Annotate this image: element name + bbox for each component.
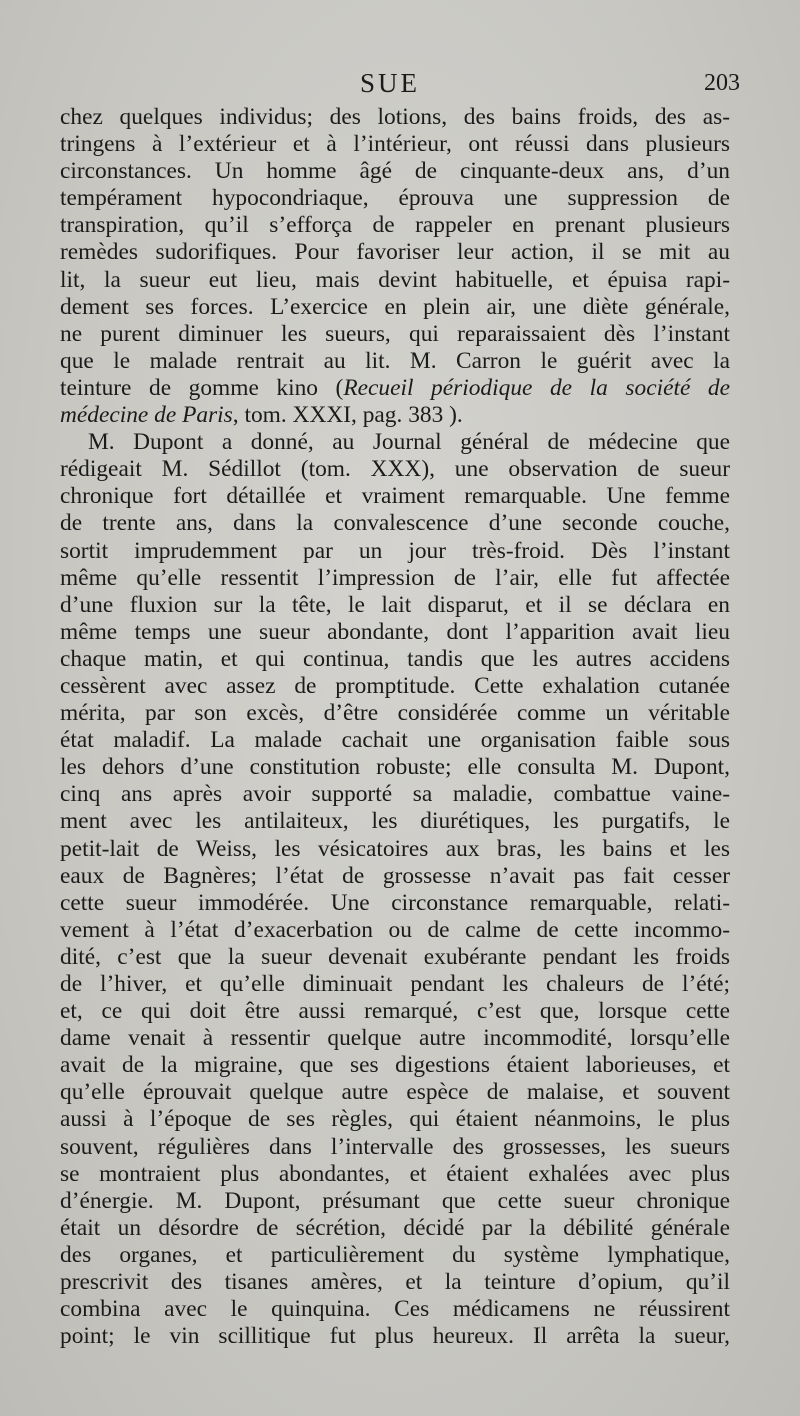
text-line: remèdes sudorifiques. Pour favoriser leur action, il se mit au bbox=[60, 239, 730, 266]
citation-prefix: teinture de gomme kino ( bbox=[60, 374, 344, 401]
text-line: ment avec les antilaiteux, les diurétiques, les purgatifs, le bbox=[60, 808, 730, 835]
text-line: même qu’elle ressentit l’impression de l’air, elle fut affectée bbox=[60, 564, 730, 591]
text-line: les dehors d’une constitution robuste; elle consulta M. Dupont, bbox=[60, 754, 730, 781]
text-line: que le malade rentrait au lit. M. Carron le guérit avec la bbox=[60, 347, 730, 374]
page-number: 203 bbox=[704, 70, 740, 96]
text-line: eaux de Bagnères; l’état de grossesse n’avait pas fait cesser bbox=[60, 862, 730, 889]
text-line: avait de la migraine, que ses digestions étaient laborieuses, et bbox=[60, 1052, 730, 1079]
text-line: tringens à l’extérieur et à l’intérieur, ont réussi dans plusieurs bbox=[60, 131, 730, 158]
text-line: se montraient plus abondantes, et étaient exhalées avec plus bbox=[60, 1160, 730, 1187]
text-line: cette sueur immodérée. Une circonstance remarquable, relati- bbox=[60, 889, 730, 916]
text-line: ne purent diminuer les sueurs, qui reparaissaient dès l’instant bbox=[60, 320, 730, 347]
text-line: de trente ans, dans la convalescence d’une seconde couche, bbox=[60, 510, 730, 537]
text-line: état maladif. La malade cachait une organisation faible sous bbox=[60, 727, 730, 754]
text-line: prescrivit des tisanes amères, et la teinture d’opium, qu’il bbox=[60, 1269, 730, 1296]
text-line: des organes, et particulièrement du système lymphatique, bbox=[60, 1241, 730, 1268]
text-line: de l’hiver, et qu’elle diminuait pendant les chaleurs de l’été; bbox=[60, 971, 730, 997]
citation-suffix: , tom. XXXI, pag. 383 ). bbox=[232, 402, 463, 429]
text-line: lit, la sueur eut lieu, mais devint habituelle, et épuisa rapi- bbox=[60, 266, 730, 293]
text-line-with-citation bbox=[60, 375, 730, 402]
text-line-with-citation bbox=[60, 402, 730, 429]
text-line: vement à l’état d’exacerbation ou de calme de cette incommo- bbox=[60, 916, 730, 943]
text-line: dement ses forces. L’exercice en plein air, une diète générale, bbox=[60, 293, 730, 320]
running-title: SUE bbox=[360, 68, 421, 98]
text-line: dame venait à ressentir quelque autre incommodité, lorsqu’elle bbox=[60, 1025, 730, 1052]
text-line: transpiration, qu’il s’efforça de rappeler en prenant plusieurs bbox=[60, 212, 730, 239]
text-line: chronique fort détaillée et vraiment remarquable. Une femme bbox=[60, 483, 730, 510]
text-line: d’une fluxion sur la tête, le lait disparut, et il se déclara en bbox=[60, 591, 730, 618]
body-text bbox=[60, 104, 730, 1350]
text-line: était un désordre de sécrétion, décidé par la débilité générale bbox=[60, 1214, 730, 1241]
citation-journal-cont: médecine de Paris bbox=[60, 402, 233, 429]
text-line: et, ce qui doit être aussi remarqué, c’est que, lorsque cette bbox=[60, 998, 730, 1025]
text-line: mérita, par son excès, d’être considérée comme un véritable bbox=[60, 700, 730, 727]
text-line: même temps une sueur abondante, dont l’apparition avait lieu bbox=[60, 618, 730, 645]
paragraph-start: M. Dupont a donné, au Journal général de médecine que bbox=[88, 429, 730, 456]
text-line: qu’elle éprouvait quelque autre espèce de malaise, et souvent bbox=[60, 1079, 730, 1106]
text-line: sortit imprudemment par un jour très-froid. Dès l’instant bbox=[60, 537, 730, 564]
text-line: chaque matin, et qui continua, tandis que les autres accidens bbox=[60, 645, 730, 672]
text-line: tempérament hypocondriaque, éprouva une suppression de bbox=[60, 185, 730, 212]
text-line: rédigeait M. Sédillot (tom. XXX), une observation de sueur bbox=[60, 456, 730, 483]
page-header bbox=[60, 64, 740, 104]
text-line: aussi à l’époque de ses règles, qui étaient néanmoins, le plus bbox=[60, 1106, 730, 1133]
text-line: circonstances. Un homme âgé de cinquante-deux ans, d’un bbox=[60, 158, 730, 185]
text-line: d’énergie. M. Dupont, présumant que cette sueur chronique bbox=[60, 1187, 730, 1214]
text-line: combina avec le quinquina. Ces médicamens ne réussirent bbox=[60, 1296, 730, 1323]
text-line: dité, c’est que la sueur devenait exubérante pendant les froids bbox=[60, 943, 730, 970]
text-line: souvent, régulières dans l’intervalle des grossesses, les sueurs bbox=[60, 1133, 730, 1160]
text-line: cessèrent avec assez de promptitude. Cette exhalation cutanée bbox=[60, 672, 730, 699]
text-line: petit-lait de Weiss, les vésicatoires aux bras, les bains et les bbox=[60, 835, 730, 862]
text-line: point; le vin scillitique fut plus heureux. Il arrêta la sueur, bbox=[60, 1323, 730, 1350]
citation-journal: Recueil périodique de la société de bbox=[343, 374, 730, 401]
text-line: chez quelques individus; des lotions, des bains froids, des as- bbox=[60, 104, 730, 130]
text-line: cinq ans après avoir supporté sa maladie, combattue vaine- bbox=[60, 781, 730, 808]
